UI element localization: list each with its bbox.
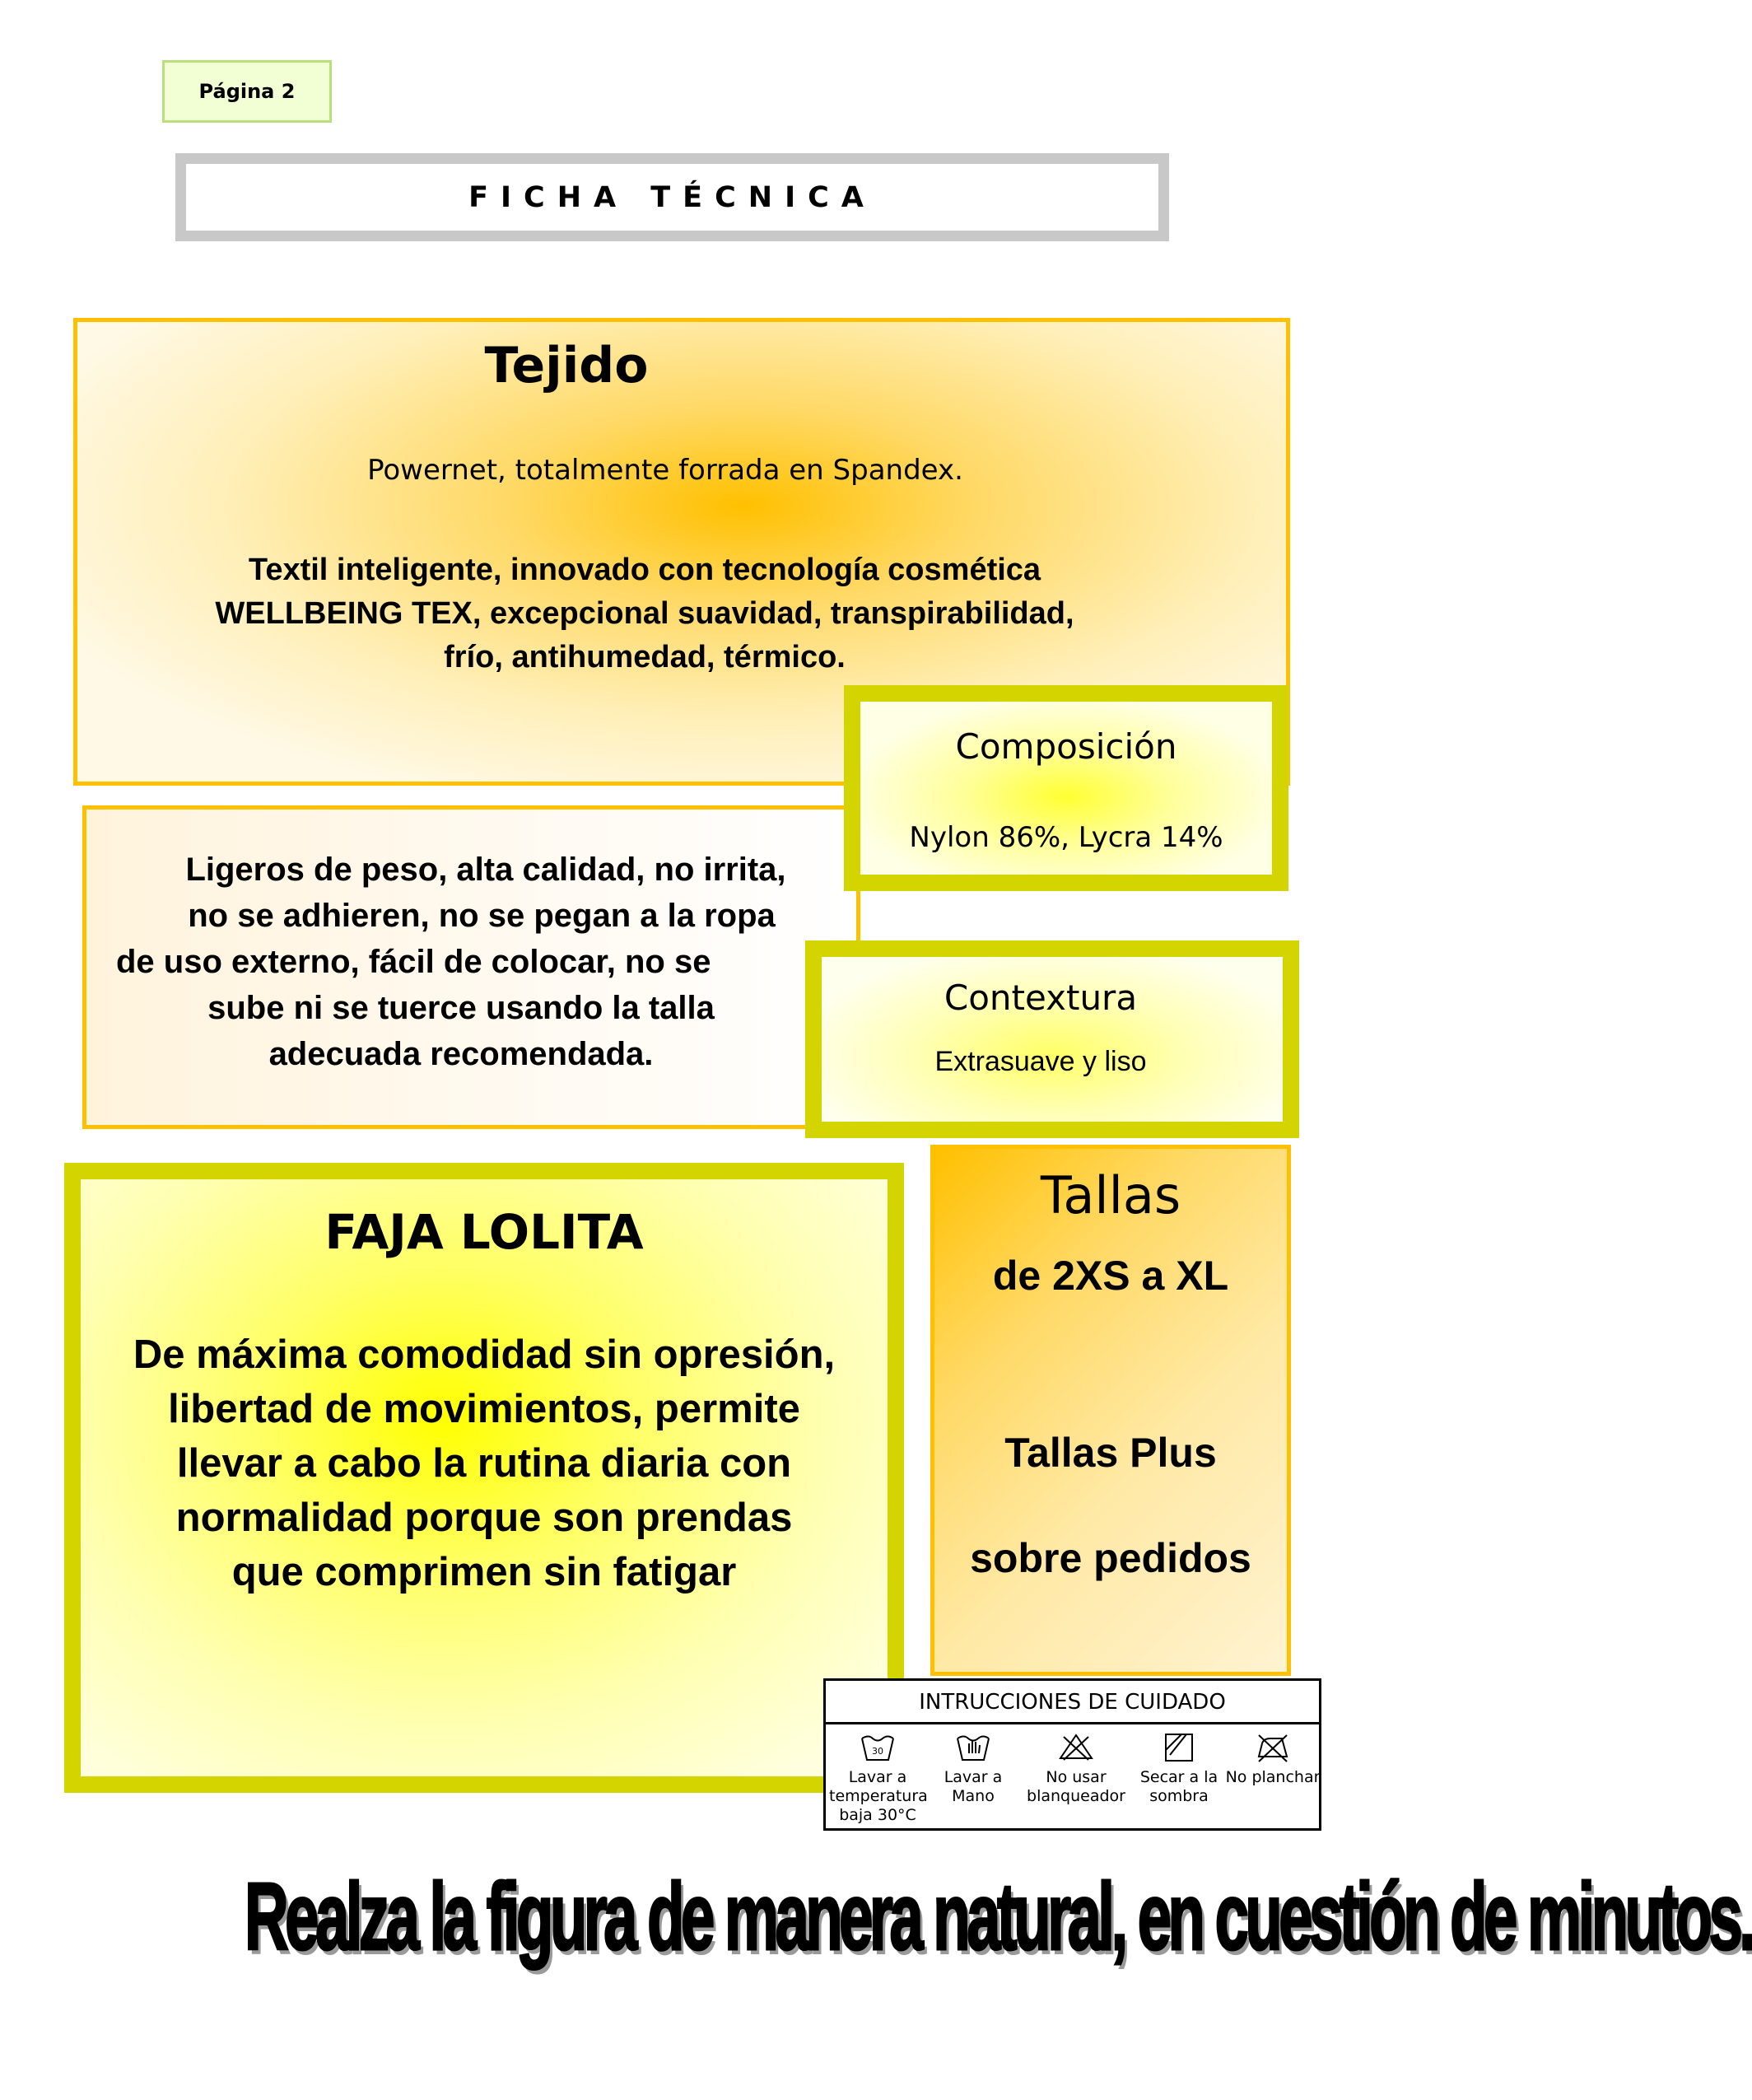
faja-line: De máxima comodidad sin opresión,	[133, 1332, 836, 1377]
page-number-label	[162, 60, 332, 123]
dry-shade-icon	[1160, 1732, 1198, 1763]
care-label: No planchar	[1225, 1768, 1321, 1786]
faja-line: llevar a cabo la rutina diaria con	[176, 1441, 792, 1486]
svg-text:30: 30	[872, 1746, 883, 1757]
tallas-pedidos: sobre pedidos	[970, 1535, 1251, 1581]
tejido-line: frío, antihumedad, térmico.	[444, 640, 846, 674]
page-number-text: Página 2	[198, 80, 296, 103]
care-label: Lavar a Mano	[944, 1768, 1003, 1805]
wash-30-icon	[859, 1732, 897, 1763]
composicion-value: Nylon 86%, Lycra 14%	[909, 821, 1223, 854]
features-line: no se adhieren, no se pegan a la ropa	[188, 898, 776, 934]
tallas-panel	[930, 1145, 1291, 1676]
features-line: sube ni se tuerce usando la talla	[207, 990, 715, 1026]
care-item-wash-30	[829, 1732, 926, 1825]
composicion-title: Composición	[955, 726, 1177, 767]
contextura-value: Extrasuave y liso	[934, 1046, 1147, 1077]
faja-line: que comprimen sin fatigar	[231, 1550, 737, 1594]
slogan: Realza la figura de manera natural, en cuestión de minutos.	[245, 1863, 1752, 1970]
tejido-line: Textil inteligente, innovado con tecnología cosmética	[248, 553, 1041, 587]
faja-lolita-panel	[64, 1163, 904, 1793]
features-panel	[82, 805, 860, 1129]
hand-wash-icon	[954, 1732, 992, 1763]
care-instructions-table	[823, 1678, 1321, 1831]
faja-line: normalidad porque son prendas	[175, 1496, 793, 1540]
no-bleach-icon	[1057, 1732, 1095, 1763]
features-text	[95, 847, 877, 1077]
tejido-description	[77, 548, 1286, 679]
tallas-range: de 2XS a XL	[992, 1253, 1229, 1299]
tallas-plus: Tallas Plus	[1004, 1430, 1217, 1476]
care-title: INTRUCCIONES DE CUIDADO	[826, 1681, 1319, 1724]
contextura-panel	[805, 940, 1299, 1138]
care-item-no-bleach	[1023, 1732, 1129, 1806]
contextura-title: Contextura	[944, 978, 1138, 1018]
ficha-tecnica-header	[175, 153, 1169, 241]
tejido-line: WELLBEING TEX, excepcional suavidad, transpirabilidad,	[215, 596, 1074, 631]
care-label: Lavar a temperatura baja 30°C	[829, 1768, 928, 1824]
tejido-subtitle: Powernet, totalmente forrada en Spandex.	[367, 454, 963, 487]
header-title: FICHA TÉCNICA	[468, 180, 876, 214]
care-label: No usar blanqueador	[1027, 1768, 1125, 1805]
care-item-hand-wash	[925, 1732, 1022, 1806]
faja-line: libertad de movimientos, permite	[168, 1387, 800, 1431]
no-iron-icon	[1254, 1732, 1292, 1763]
tallas-title: Tallas	[1040, 1165, 1181, 1225]
features-line: Ligeros de peso, alta calidad, no irrita,	[185, 852, 786, 888]
composicion-panel	[844, 685, 1288, 891]
care-item-dry-shade	[1130, 1732, 1228, 1806]
features-line: adecuada recomendada.	[268, 1036, 654, 1072]
care-label: Secar a la sombra	[1139, 1768, 1218, 1805]
care-item-no-iron	[1224, 1732, 1321, 1787]
features-line: de uso externo, fácil de colocar, no se	[116, 944, 711, 980]
tejido-title: Tejido	[484, 337, 649, 394]
faja-lolita-description	[81, 1328, 888, 1599]
faja-lolita-title: FAJA LOLITA	[324, 1204, 644, 1260]
